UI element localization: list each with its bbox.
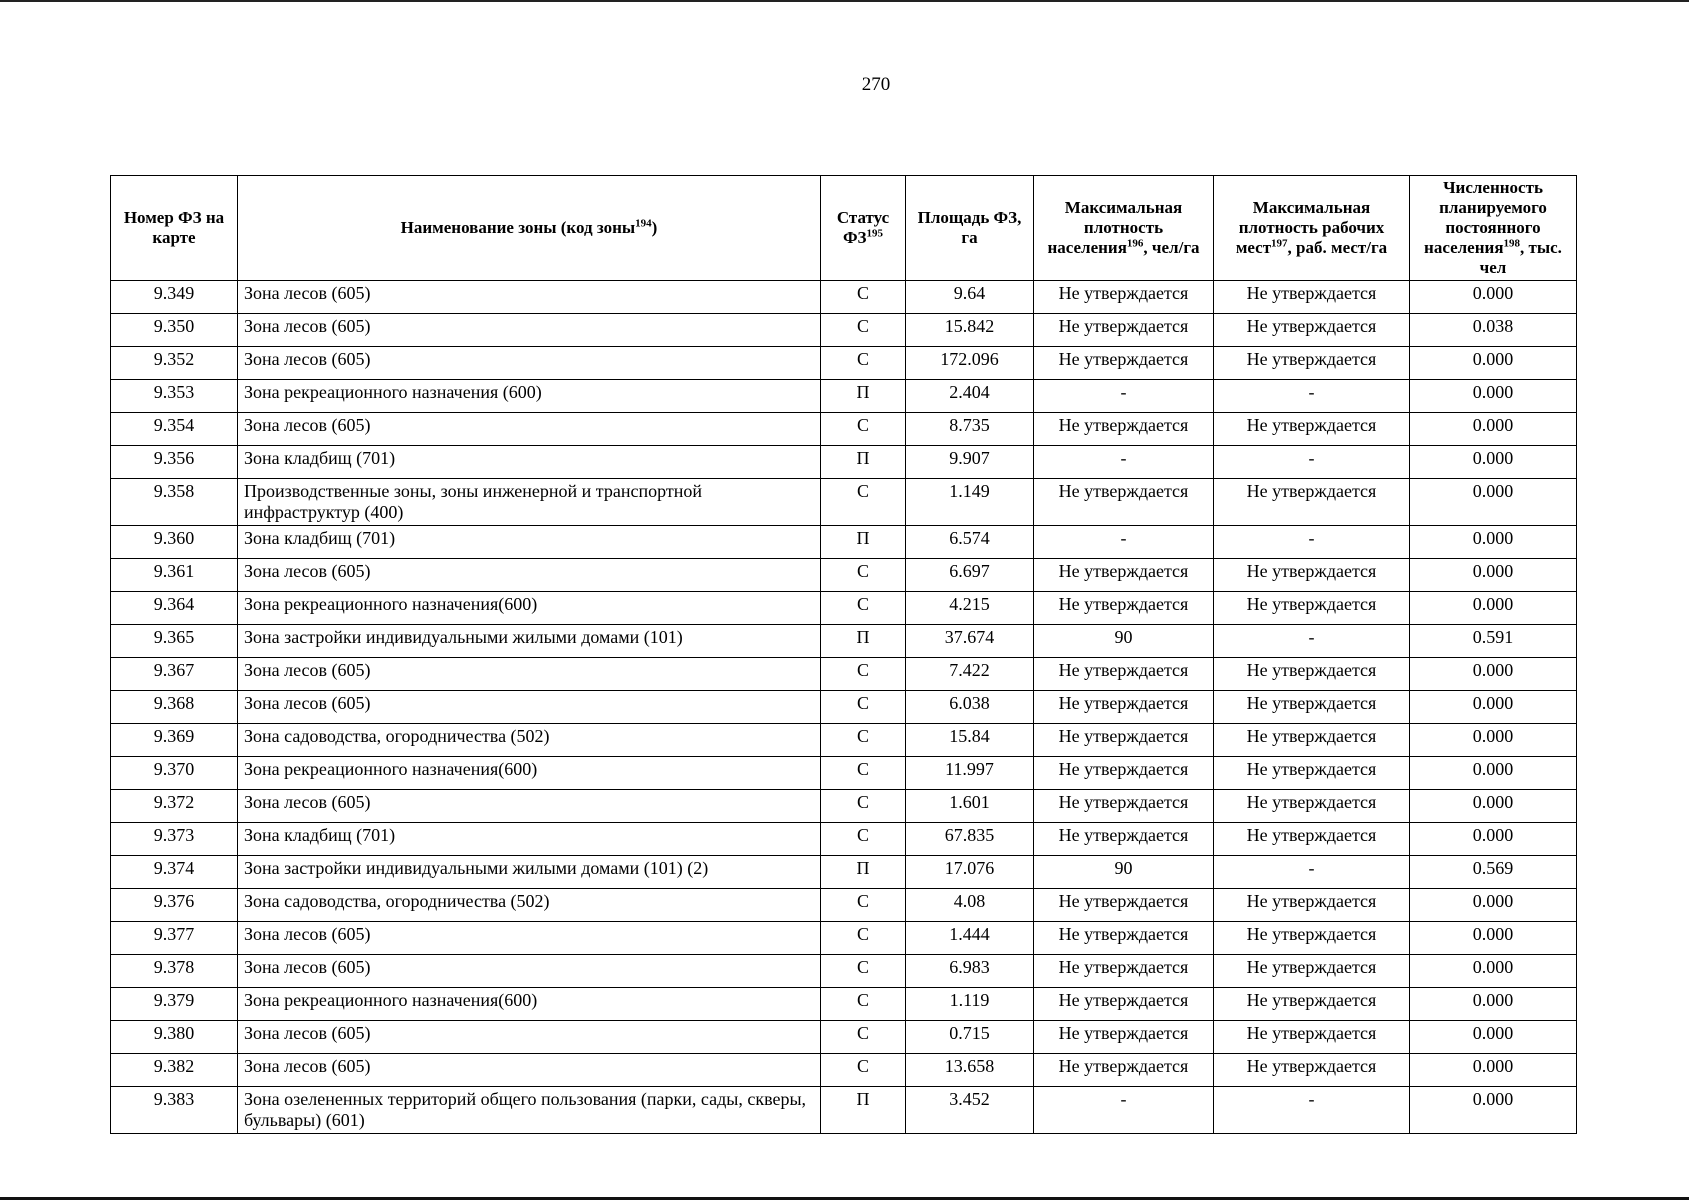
cell-zone-area: 172.096 [906,347,1034,380]
cell-zone-area: 6.574 [906,526,1034,559]
cell-zone-name: Зона кладбищ (701) [238,526,821,559]
cell-zone-area: 9.64 [906,281,1034,314]
cell-zone-status: С [821,790,906,823]
cell-zone-area: 15.84 [906,724,1034,757]
cell-max-population-density: 90 [1034,625,1214,658]
table-row [111,724,1577,757]
zones-table [110,175,1577,1134]
cell-zone-name: Зона рекреационного назначения(600) [238,988,821,1021]
cell-zone-status: С [821,479,906,526]
cell-zone-area: 9.907 [906,446,1034,479]
cell-max-population-density: Не утверждается [1034,479,1214,526]
table-row [111,856,1577,889]
cell-max-workplace-density: Не утверждается [1214,889,1410,922]
cell-zone-status: С [821,559,906,592]
cell-planned-population: 0.000 [1410,413,1577,446]
cell-zone-area: 8.735 [906,413,1034,446]
cell-zone-name: Зона лесов (605) [238,1054,821,1087]
table-row [111,446,1577,479]
cell-zone-name: Производственные зоны, зоны инженерной и транспортной инфраструктур (400) [238,479,821,526]
cell-max-population-density: Не утверждается [1034,724,1214,757]
table-row [111,479,1577,526]
cell-max-workplace-density: - [1214,856,1410,889]
cell-zone-status: С [821,347,906,380]
cell-zone-area: 1.444 [906,922,1034,955]
cell-max-workplace-density: Не утверждается [1214,691,1410,724]
table-row [111,314,1577,347]
table-row [111,347,1577,380]
header-zone-number: Номер ФЗ на карте [111,176,238,281]
cell-zone-name: Зона лесов (605) [238,281,821,314]
cell-zone-status: С [821,1021,906,1054]
cell-max-workplace-density: Не утверждается [1214,479,1410,526]
cell-max-population-density: Не утверждается [1034,823,1214,856]
cell-max-population-density: Не утверждается [1034,955,1214,988]
cell-zone-status: С [821,757,906,790]
cell-zone-status: С [821,1054,906,1087]
cell-planned-population: 0.000 [1410,446,1577,479]
cell-planned-population: 0.038 [1410,314,1577,347]
cell-planned-population: 0.000 [1410,559,1577,592]
cell-zone-status: С [821,889,906,922]
cell-planned-population: 0.000 [1410,691,1577,724]
cell-planned-population: 0.000 [1410,592,1577,625]
cell-zone-area: 13.658 [906,1054,1034,1087]
cell-max-population-density: Не утверждается [1034,922,1214,955]
cell-max-workplace-density: Не утверждается [1214,955,1410,988]
cell-zone-name: Зона садоводства, огородничества (502) [238,724,821,757]
cell-zone-number: 9.378 [111,955,238,988]
cell-zone-area: 2.404 [906,380,1034,413]
cell-max-population-density: Не утверждается [1034,1021,1214,1054]
cell-zone-status: С [821,724,906,757]
header-zone-name: Наименование зоны (код зоны$^{194}$) [238,176,821,281]
cell-zone-status: С [821,922,906,955]
cell-zone-area: 37.674 [906,625,1034,658]
cell-zone-number: 9.365 [111,625,238,658]
cell-zone-area: 17.076 [906,856,1034,889]
cell-max-workplace-density: Не утверждается [1214,1054,1410,1087]
cell-zone-number: 9.369 [111,724,238,757]
header-max-population-density: Максимальная плотность населения$^{196}$, чел/га [1034,176,1214,281]
cell-max-population-density: - [1034,526,1214,559]
cell-max-population-density: - [1034,380,1214,413]
cell-planned-population: 0.000 [1410,347,1577,380]
cell-max-population-density: Не утверждается [1034,347,1214,380]
cell-planned-population: 0.000 [1410,889,1577,922]
cell-zone-area: 11.997 [906,757,1034,790]
cell-max-population-density: 90 [1034,856,1214,889]
cell-max-population-density: Не утверждается [1034,559,1214,592]
cell-planned-population: 0.000 [1410,1054,1577,1087]
page-number: 270 [861,74,891,95]
cell-zone-area: 4.08 [906,889,1034,922]
table-body [111,281,1577,1134]
cell-zone-status: П [821,1087,906,1134]
table-row [111,281,1577,314]
cell-zone-name: Зона лесов (605) [238,691,821,724]
cell-max-workplace-density: Не утверждается [1214,314,1410,347]
cell-zone-number: 9.380 [111,1021,238,1054]
cell-zone-number: 9.350 [111,314,238,347]
table-row [111,413,1577,446]
cell-max-workplace-density: Не утверждается [1214,724,1410,757]
table-row [111,1087,1577,1134]
cell-zone-status: С [821,281,906,314]
cell-planned-population: 0.000 [1410,790,1577,823]
cell-zone-number: 9.364 [111,592,238,625]
cell-zone-number: 9.358 [111,479,238,526]
cell-max-population-density: Не утверждается [1034,1054,1214,1087]
cell-zone-status: С [821,592,906,625]
cell-zone-area: 1.601 [906,790,1034,823]
cell-max-workplace-density: Не утверждается [1214,790,1410,823]
cell-max-workplace-density: - [1214,446,1410,479]
cell-zone-name: Зона кладбищ (701) [238,446,821,479]
cell-zone-name: Зона лесов (605) [238,922,821,955]
cell-planned-population: 0.000 [1410,724,1577,757]
table-row [111,922,1577,955]
cell-max-population-density: Не утверждается [1034,790,1214,823]
cell-max-workplace-density: Не утверждается [1214,559,1410,592]
cell-zone-status: С [821,691,906,724]
cell-zone-status: П [821,380,906,413]
table-row [111,526,1577,559]
cell-max-workplace-density: - [1214,526,1410,559]
cell-zone-name: Зона озелененных территорий общего пользования (парки, сады, скверы, бульвары) (601) [238,1087,821,1134]
cell-zone-name: Зона рекреационного назначения(600) [238,592,821,625]
cell-planned-population: 0.000 [1410,479,1577,526]
cell-max-population-density: Не утверждается [1034,691,1214,724]
cell-zone-status: С [821,988,906,1021]
cell-zone-name: Зона лесов (605) [238,1021,821,1054]
cell-zone-area: 1.149 [906,479,1034,526]
cell-zone-area: 6.983 [906,955,1034,988]
cell-zone-number: 9.361 [111,559,238,592]
cell-zone-number: 9.352 [111,347,238,380]
cell-zone-number: 9.373 [111,823,238,856]
cell-max-population-density: Не утверждается [1034,757,1214,790]
cell-zone-area: 1.119 [906,988,1034,1021]
cell-zone-name: Зона кладбищ (701) [238,823,821,856]
table-row [111,889,1577,922]
cell-max-population-density: Не утверждается [1034,658,1214,691]
cell-zone-status: П [821,625,906,658]
cell-zone-number: 9.360 [111,526,238,559]
cell-zone-number: 9.374 [111,856,238,889]
cell-zone-number: 9.349 [111,281,238,314]
cell-max-workplace-density: Не утверждается [1214,658,1410,691]
cell-max-population-density: Не утверждается [1034,314,1214,347]
header-zone-status: Статус ФЗ$^{195}$ [821,176,906,281]
table-row [111,592,1577,625]
table-row [111,823,1577,856]
cell-max-population-density: Не утверждается [1034,281,1214,314]
table-row [111,691,1577,724]
cell-zone-area: 6.697 [906,559,1034,592]
cell-zone-name: Зона лесов (605) [238,658,821,691]
cell-zone-number: 9.353 [111,380,238,413]
scan-edge-top [0,0,1689,2]
cell-zone-status: С [821,658,906,691]
cell-zone-number: 9.377 [111,922,238,955]
cell-zone-area: 67.835 [906,823,1034,856]
table-row [111,1054,1577,1087]
cell-zone-name: Зона садоводства, огородничества (502) [238,889,821,922]
table-row [111,380,1577,413]
cell-max-workplace-density: Не утверждается [1214,988,1410,1021]
cell-planned-population: 0.000 [1410,380,1577,413]
cell-max-population-density: Не утверждается [1034,889,1214,922]
cell-zone-area: 0.715 [906,1021,1034,1054]
cell-max-workplace-density: Не утверждается [1214,347,1410,380]
cell-planned-population: 0.000 [1410,658,1577,691]
cell-zone-number: 9.368 [111,691,238,724]
cell-zone-name: Зона лесов (605) [238,347,821,380]
cell-zone-number: 9.370 [111,757,238,790]
cell-zone-status: П [821,526,906,559]
cell-max-population-density: - [1034,1087,1214,1134]
header-max-workplace-density: Максимальная плотность рабочих мест$^{197}$, раб. мест/га [1214,176,1410,281]
cell-planned-population: 0.000 [1410,1021,1577,1054]
cell-zone-name: Зона застройки индивидуальными жилыми домами (101) [238,625,821,658]
cell-zone-status: С [821,823,906,856]
cell-planned-population: 0.000 [1410,922,1577,955]
cell-zone-name: Зона лесов (605) [238,955,821,988]
cell-zone-status: С [821,413,906,446]
cell-zone-status: П [821,856,906,889]
table-row [111,625,1577,658]
cell-planned-population: 0.000 [1410,955,1577,988]
cell-zone-area: 6.038 [906,691,1034,724]
cell-max-workplace-density: Не утверждается [1214,281,1410,314]
cell-zone-name: Зона лесов (605) [238,559,821,592]
cell-zone-number: 9.354 [111,413,238,446]
cell-zone-number: 9.382 [111,1054,238,1087]
table-header-row [111,176,1577,281]
cell-zone-area: 4.215 [906,592,1034,625]
cell-zone-status: С [821,314,906,347]
cell-max-population-density: - [1034,446,1214,479]
cell-max-workplace-density: Не утверждается [1214,1021,1410,1054]
table-row [111,955,1577,988]
cell-zone-area: 15.842 [906,314,1034,347]
cell-zone-name: Зона застройки индивидуальными жилыми домами (101) (2) [238,856,821,889]
header-zone-area: Площадь ФЗ, га [906,176,1034,281]
table-row [111,1021,1577,1054]
cell-planned-population: 0.569 [1410,856,1577,889]
cell-planned-population: 0.000 [1410,526,1577,559]
cell-max-population-density: Не утверждается [1034,592,1214,625]
cell-zone-status: С [821,955,906,988]
cell-max-workplace-density: Не утверждается [1214,592,1410,625]
cell-max-workplace-density: Не утверждается [1214,413,1410,446]
cell-planned-population: 0.000 [1410,988,1577,1021]
table-row [111,988,1577,1021]
table-row [111,757,1577,790]
cell-zone-number: 9.356 [111,446,238,479]
cell-max-workplace-density: Не утверждается [1214,922,1410,955]
cell-zone-name: Зона лесов (605) [238,413,821,446]
cell-zone-status: П [821,446,906,479]
cell-max-workplace-density: Не утверждается [1214,757,1410,790]
cell-zone-number: 9.372 [111,790,238,823]
cell-zone-area: 7.422 [906,658,1034,691]
cell-max-workplace-density: - [1214,1087,1410,1134]
cell-max-population-density: Не утверждается [1034,988,1214,1021]
table-row [111,790,1577,823]
cell-zone-number: 9.367 [111,658,238,691]
cell-max-workplace-density: - [1214,625,1410,658]
cell-planned-population: 0.000 [1410,757,1577,790]
table-row [111,559,1577,592]
table-row [111,658,1577,691]
cell-max-population-density: Не утверждается [1034,413,1214,446]
cell-max-workplace-density: - [1214,380,1410,413]
cell-zone-name: Зона лесов (605) [238,314,821,347]
cell-max-workplace-density: Не утверждается [1214,823,1410,856]
cell-zone-area: 3.452 [906,1087,1034,1134]
header-planned-population: Численность планируемого постоянного населения$^{198}$, тыс. чел [1410,176,1577,281]
cell-planned-population: 0.591 [1410,625,1577,658]
cell-planned-population: 0.000 [1410,823,1577,856]
cell-planned-population: 0.000 [1410,281,1577,314]
cell-zone-number: 9.383 [111,1087,238,1134]
cell-planned-population: 0.000 [1410,1087,1577,1134]
cell-zone-number: 9.379 [111,988,238,1021]
cell-zone-name: Зона рекреационного назначения(600) [238,757,821,790]
cell-zone-number: 9.376 [111,889,238,922]
cell-zone-name: Зона лесов (605) [238,790,821,823]
cell-zone-name: Зона рекреационного назначения (600) [238,380,821,413]
